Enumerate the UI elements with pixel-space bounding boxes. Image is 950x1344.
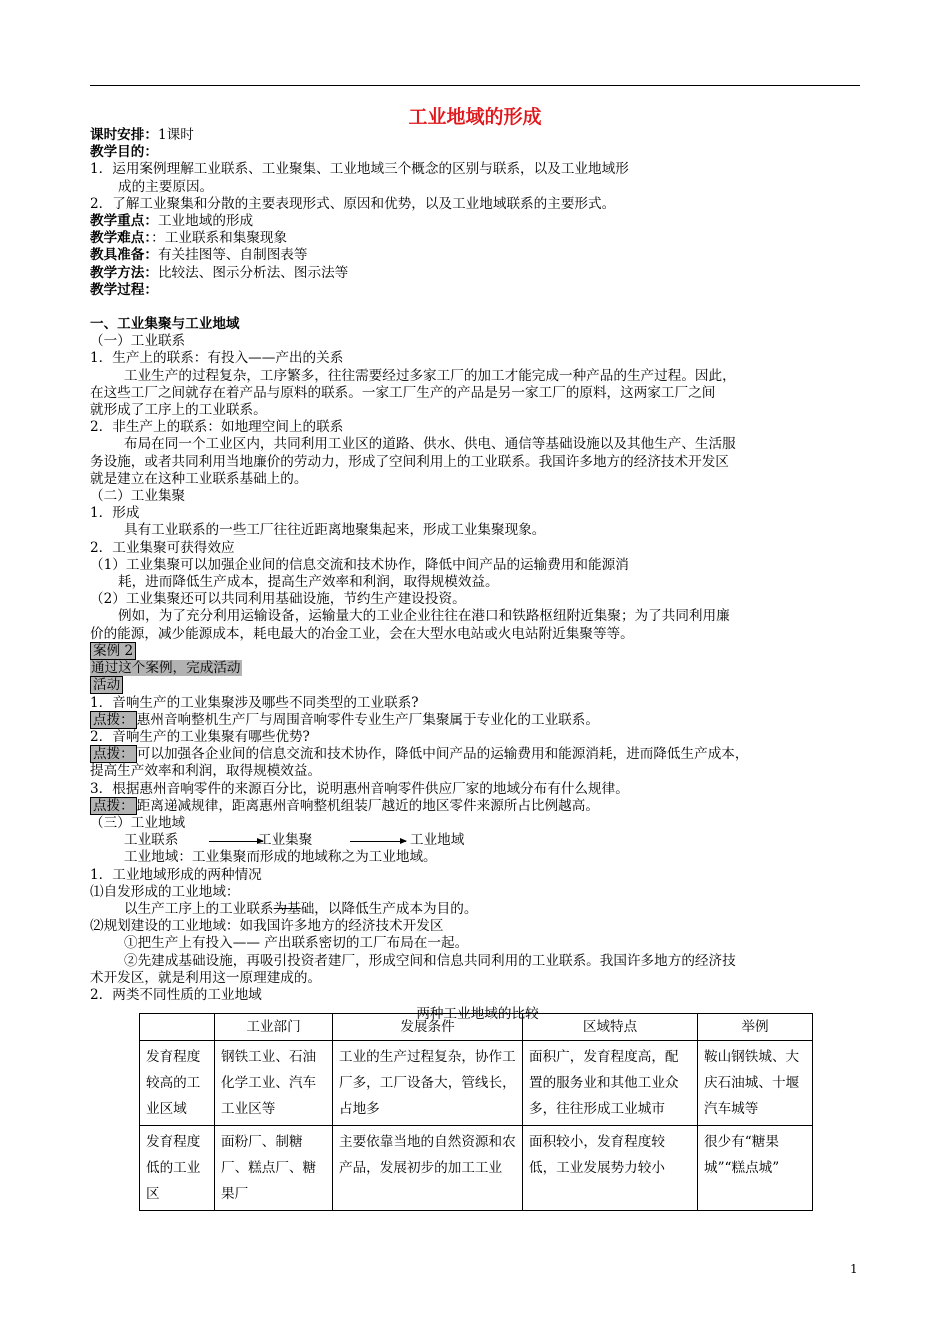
comparison-table — [139, 1013, 813, 1211]
q2b: 耗，进而降低生产成本，提高生产效率和利润，取得规模效益。 — [118, 574, 499, 591]
arrow-icon — [209, 841, 263, 842]
section-1-heading: 一、工业集聚与工业地域 — [90, 316, 240, 333]
r1d: ①把生产上有投入—— 产出联系密切的工厂布局在一起。 — [124, 935, 469, 952]
a2: 2．音响生产的工业集聚有哪些优势? — [90, 728, 310, 745]
q1a: 具有工业联系的一些工厂往往近距离地聚集起来，形成工业集聚现象。 — [124, 522, 546, 539]
table-cell: 发育程度低的工业区 — [140, 1126, 215, 1211]
hint-2: 点拨： 可以加强各企业间的信息交流和技术协作，降低中间产品的运输费用和能源消耗，进而降低生产成本， — [90, 746, 865, 763]
document-body — [90, 127, 865, 1023]
table-cell: 发育程度较高的工业区域 — [140, 1041, 215, 1126]
goals-heading: 教学目的： — [90, 144, 158, 161]
p1c: 就形成了工序上的工业联系。 — [90, 402, 267, 419]
arrow-icon — [350, 841, 406, 842]
table-cell: 面粉厂、制糖厂、糕点厂、糖果厂 — [215, 1126, 333, 1211]
sub-1: （一）工业联系 — [90, 333, 186, 350]
case-intro: 通过这个案例，完成活动 — [91, 660, 241, 677]
p2: 2．非生产上的联系：如地理空间上的联系 — [90, 419, 344, 436]
a1: 1．音响生产的工业集聚涉及哪些不同类型的工业联系? — [90, 694, 419, 711]
p1: 1．生产上的联系：有投入——产出的关系 — [90, 350, 344, 367]
p2c: 就是建立在这种工业联系基础上的。 — [90, 470, 308, 487]
sub-3: （三）工业地域 — [90, 814, 186, 831]
table-header-cell — [140, 1014, 215, 1041]
a3: 3．根据惠州音响零件的来源百分比，说明惠州音响零件供应厂家的地域分布有什么规律。 — [90, 780, 629, 797]
q2d: 例如，为了充分利用运输设备，运输量大的工业企业往往在港口和铁路枢纽附近集聚；为了共同利用廉 — [118, 608, 730, 625]
header-rule — [90, 85, 860, 86]
difficulty: 教学难点：：工业联系和集聚现象 — [90, 230, 288, 247]
r1e: ②先建成基础设施，再吸引投资者建厂，形成空间和信息共同利用的工业联系。我国许多地方的经济技 — [124, 952, 736, 969]
flow-step-3: 工业地域 — [410, 832, 465, 849]
table-cell: 很少有“糖果城”“糕点城” — [698, 1126, 813, 1211]
q2a: （1）工业集聚可以加强企业间的信息交流和技术协作，降低中间产品的运输费用和能源消 — [90, 556, 629, 573]
flow-step-2: 工业集聚 — [258, 832, 313, 849]
flow-diagram — [90, 832, 865, 849]
page-number: 1 — [850, 1262, 858, 1276]
q1: 1．形成 — [90, 505, 140, 522]
goal-1-cont: 成的主要原因。 — [118, 178, 214, 195]
process-heading: 教学过程： — [90, 281, 158, 298]
table-header-cell: 工业部门 — [215, 1014, 333, 1041]
table-row — [140, 1041, 813, 1126]
table-row — [140, 1126, 813, 1211]
p2a: 布局在同一个工业区内，共同利用工业区的道路、供水、供电、通信等基础设施以及其他生产、生活服 — [124, 436, 736, 453]
table-cell: 钢铁工业、石油化学工业、汽车工业区等 — [215, 1041, 333, 1126]
key-point: 教学重点：工业地域的形成 — [90, 213, 254, 230]
r1f: 术开发区，就是利用这一原理建成的。 — [90, 969, 322, 986]
sub-2: （二）工业集聚 — [90, 488, 186, 505]
table-cell: 工业的生产过程复杂，协作工厂多，工厂设备大，管线长，占地多 — [333, 1041, 523, 1126]
r1: 1．工业地域形成的两种情况 — [90, 866, 262, 883]
hint-2-cont: 提高生产效率和利润，取得规模效益。 — [90, 763, 322, 780]
hint-1: 点拨： 惠州音响整机生产厂与周围音响零件专业生产厂集聚属于专业化的工业联系。 — [90, 712, 865, 729]
table-header-cell: 发展条件 — [333, 1014, 523, 1041]
methods: 教学方法：比较法、图示分析法、图示法等 — [90, 264, 349, 281]
page-title: 工业地域的形成 — [408, 106, 542, 128]
table-caption: 两种工业地域的比较 — [416, 1006, 539, 1023]
flow-step-1: 工业联系 — [124, 832, 179, 849]
activity-label: 活动 — [90, 677, 865, 694]
p1b: 在这些工厂之间就存在着产品与原料的联系。一家工厂生产的产品是另一家工厂的原料，这两家工厂之间 — [90, 384, 716, 401]
table-cell: 面积广，发育程度高，配置的服务业和其他工业众多，往往形成工业城市 — [523, 1041, 698, 1126]
goal-1: 1．运用案例理解工业联系、工业聚集、工业地域三个概念的区别与联系，以及工业地域形 — [90, 161, 629, 178]
p2b: 务设施，或者共同利用当地廉价的劳动力，形成了空间利用上的工业联系。我国许多地方的经济技术开发区 — [90, 453, 729, 470]
table-header-row — [140, 1014, 813, 1041]
r2: 2．两类不同性质的工业地域 — [90, 986, 262, 1003]
q2: 2．工业集聚可获得效应 — [90, 539, 235, 556]
table-cell: 主要依靠当地的自然资源和农产品，发展初步的加工工业 — [333, 1126, 523, 1211]
hint-3: 点拨： 距离递减规律，距离惠州音响整机组装厂越近的地区零件来源所占比例越高。 — [90, 798, 865, 815]
table-header-cell: 举例 — [698, 1014, 813, 1041]
case-label: 案例 2 — [90, 643, 865, 660]
schedule-line: 课时安排：1课时 — [90, 127, 194, 143]
r1c: ⑵规划建设的工业地域：如我国许多地方的经济技术开发区 — [90, 918, 444, 935]
table-cell: 面积较小，发育程度较低，工业发展势力较小 — [523, 1126, 698, 1211]
q2e: 价的能源，减少能源成本，耗电最大的冶金工业，会在大型水电站或火电站附近集聚等等。 — [90, 625, 634, 642]
r1a: ⑴自发形成的工业地域： — [90, 883, 240, 900]
goal-2: 2．了解工业聚集和分散的主要表现形式、原因和优势，以及工业地域联系的主要形式。 — [90, 195, 616, 212]
table-header-cell: 区域特点 — [523, 1014, 698, 1041]
definition: 工业地域：工业集聚而形成的地域称之为工业地域。 — [124, 849, 437, 866]
materials: 教具准备：有关挂图等、自制图表等 — [90, 247, 308, 264]
r1b: 以生产工序上的工业联系为基础，以降低生产成本为目的。 — [124, 900, 478, 917]
p1a: 工业生产的过程复杂，工序繁多，往往需要经过多家工厂的加工才能完成一种产品的生产过程。因此， — [124, 367, 736, 384]
q2c: （2）工业集聚还可以共同利用基础设施，节约生产建设投资。 — [90, 591, 466, 608]
table-cell: 鞍山钢铁城、大庆石油城、十堰汽车城等 — [698, 1041, 813, 1126]
